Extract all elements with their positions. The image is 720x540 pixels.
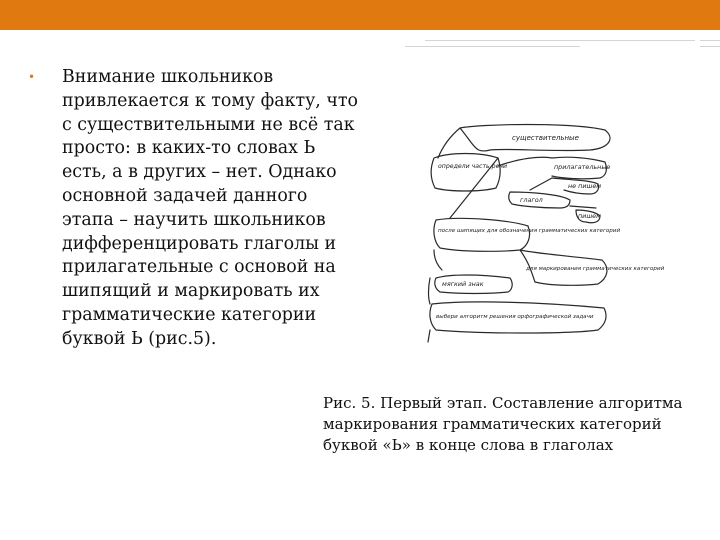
node-label-adjectives: прилагательные [554,163,611,171]
node-label-dont-write: не пишем [568,182,602,190]
node-label-nouns: существительные [512,134,579,142]
algorithm-diagram [420,118,665,350]
decorative-line [425,40,695,41]
node-label-write: пишем [578,212,601,220]
bullet-marker: • [28,70,36,84]
figure-caption: Рис. 5. Первый этап. Составление алгоритма маркирования грамматических категорий буквой «Ь» в конце слова в глаголах [323,394,683,454]
node-label-after-sibilants: после шипящих для обозначения грамматических категорий [438,228,621,234]
decorative-line [700,46,720,47]
node-label-soft-sign: мягкий знак [442,280,484,288]
bullet-text: Внимание школьников привлекается к тому факту, что с существительными не всё так просто: в каких-то словах Ь есть, а в других – нет. Однако основной задачей данного этапа – научить школьников дифференцировать глаголы и прилагательные с основой на шипящий и маркировать их грамматические категории буквой Ь (рис.5). [62,67,358,349]
node-label-for-marking: для маркирования грамматических категорий [526,266,665,272]
top-accent-bar [0,0,720,30]
node-label-verb: глагол [520,196,543,204]
decorative-line [700,40,720,41]
decorative-line [405,46,580,47]
node-label-choose-algorithm: выбери алгоритм решения орфографической задачи [436,314,594,320]
node-label-part-of-speech: определи часть речи [438,163,508,170]
